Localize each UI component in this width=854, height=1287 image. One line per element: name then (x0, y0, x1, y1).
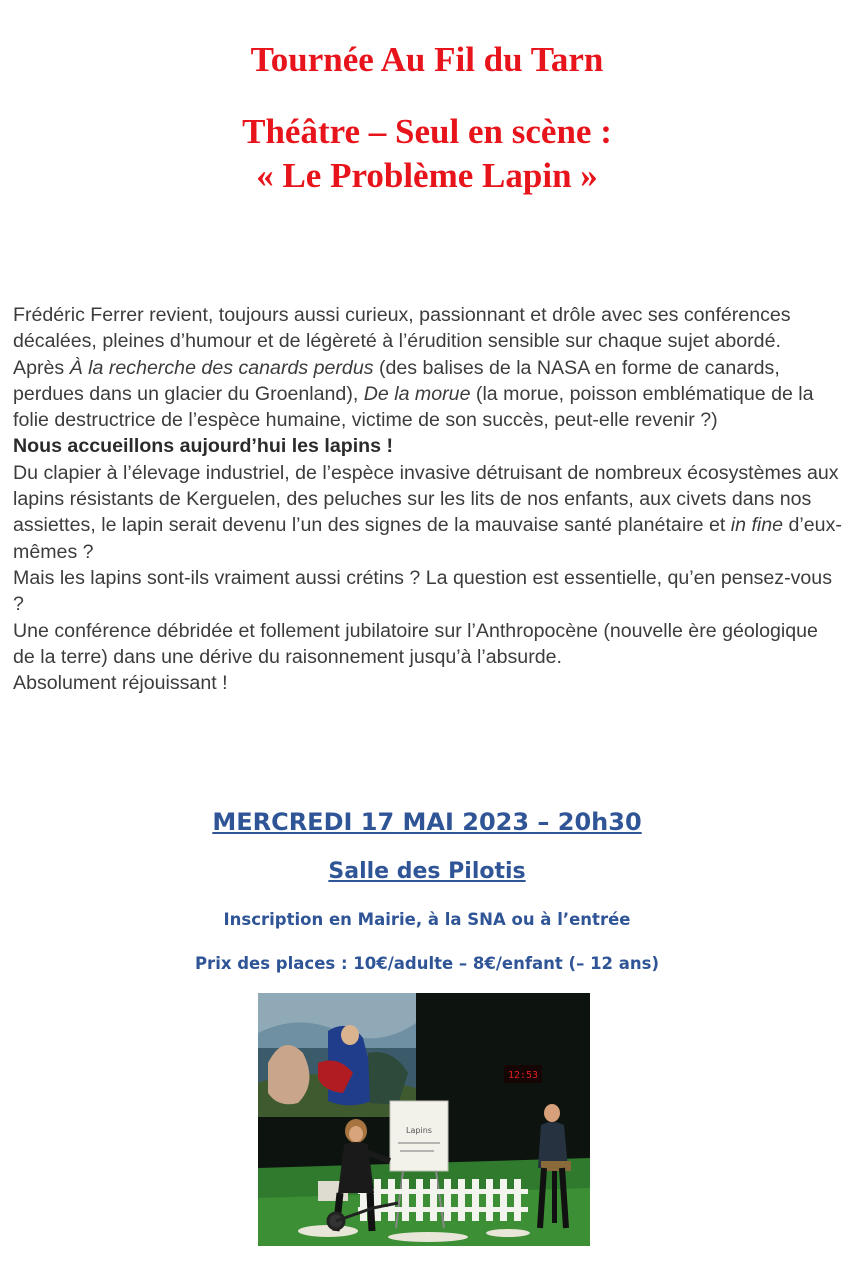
text-segment: d’eux-mêmes ? (13, 514, 842, 563)
play-title: « Le Problème Lapin » (256, 156, 598, 195)
intro-paragraph: Frédéric Ferrer revient, toujours aussi curieux, passionnant et drôle avec ses conférences décalées, pleines d’humour et de légèreté à l’érudition sensible sur chaque sujet abordé. (13, 304, 791, 353)
genre-title: Théâtre – Seul en scène : (242, 112, 612, 151)
projected-painting (258, 993, 416, 1117)
conference-paragraph: Une conférence débridée et follement jubilatoire sur l’Anthropocène (nouvelle ère géologique de la terre) dans une dérive du raisonnement jusqu’à l’absurde. (13, 619, 818, 668)
question-paragraph: Mais les lapins sont-ils vraiment aussi crétins ? La question est essentielle, qu’en pensez-vous ? (13, 566, 832, 616)
text-segment: (des balises de la NASA en forme de canards, perdues dans un glacier du Groenland), (13, 356, 780, 405)
flipchart-text: Lapins (406, 1126, 432, 1135)
previous-works-paragraph (13, 355, 843, 434)
text-segment: Après (13, 356, 70, 379)
closing-paragraph: Absolument réjouissant ! (13, 672, 228, 695)
highlight-paragraph (13, 433, 843, 459)
rabbits-paragraph (13, 460, 843, 565)
price-info: Prix des places : 10€/adulte – 8€/enfant (– 12 ans) (194, 954, 660, 973)
text-segment: (la morue, poisson emblématique de la folie destructrice de l’espèce humaine, victime de son succès, peut-elle revenir ?) (13, 382, 814, 432)
in-fine-italic: in fine (730, 514, 784, 537)
registration-info: Inscription en Mairie, à la SNA ou à l’entrée (223, 910, 631, 929)
highlight-text: Nous accueillons aujourd’hui les lapins ! (13, 435, 393, 458)
stage-clock: 12:53 (507, 1070, 539, 1081)
text-segment: Du clapier à l’élevage industriel, de l’espèce invasive détruisant de nombreux écosystèmes aux lapins résistants de Kerguelen, des peluches sur les lits de nos enfants, aux civets dans nos assiettes, le lapin serait devenu l’un des signes de la mauvaise santé planétaire et (13, 461, 839, 537)
stage-photo-illustration (258, 993, 590, 1246)
tour-title: Tournée Au Fil du Tarn (250, 40, 604, 79)
description (13, 302, 843, 696)
work-title-cod: De la morue (363, 382, 471, 405)
work-title-ducks: À la recherche des canards perdus (69, 356, 374, 379)
event-date: MERCREDI 17 MAI 2023 – 20h30 (212, 808, 642, 836)
stage-photo (258, 993, 590, 1246)
event-venue: Salle des Pilotis (328, 859, 526, 884)
